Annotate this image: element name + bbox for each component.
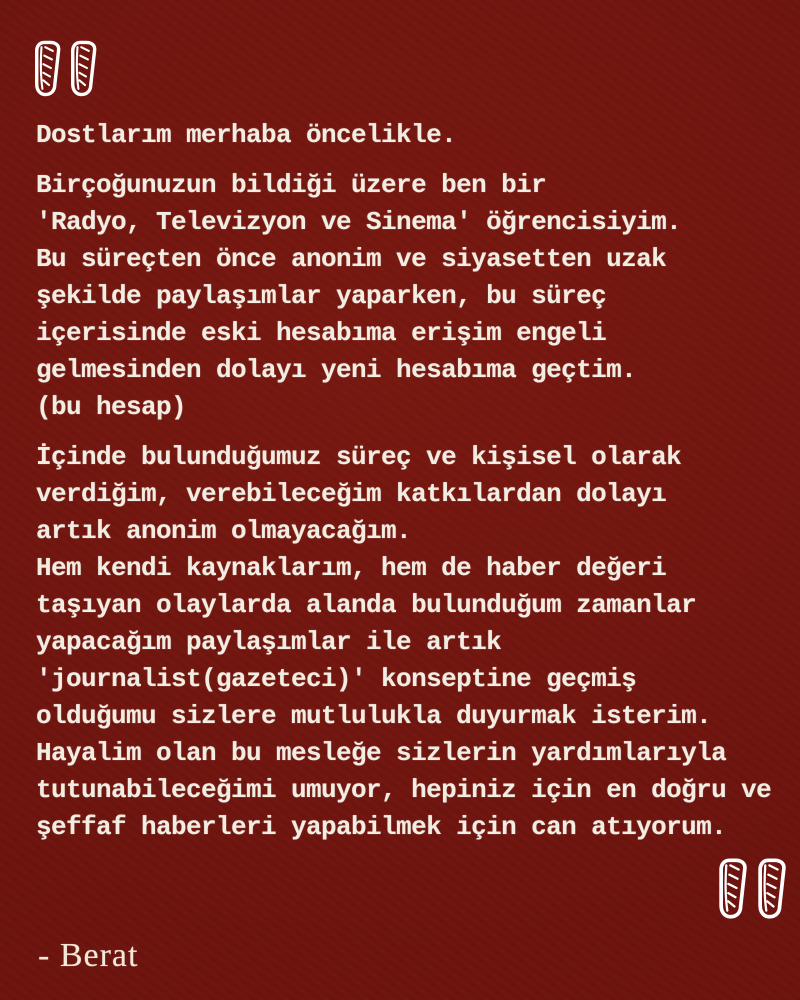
quote-line: (bu hesap) — [36, 392, 187, 422]
quote-line: Hayalim olan bu mesleğe sizlerin yardımlarıyla — [36, 738, 727, 768]
quote-line: 'Radyo, Televizyon ve Sinema' öğrencisiyim. — [36, 207, 682, 237]
quote-line: verdiğim, verebileceğim katkılardan dolayı — [36, 479, 667, 509]
quote-line: şekilde paylaşımlar yaparken, bu süreç — [36, 281, 607, 311]
quote-line: taşıyan olaylarda alanda bulunduğum zamanlar — [36, 590, 697, 620]
quote-line: gelmesinden dolayı yeni hesabıma geçtim. — [36, 355, 637, 385]
signature: - Berat — [38, 937, 139, 974]
quote-line: 'journalist(gazeteci)' konseptine geçmiş — [36, 664, 637, 694]
quote-line: İçinde bulunduğumuz süreç ve kişisel olarak — [36, 442, 682, 472]
quote-line: Dostlarım merhaba öncelikle. — [36, 120, 457, 150]
closing-double-quote-icon — [716, 855, 794, 921]
quote-line: Bu süreçten önce anonim ve siyasetten uzak — [36, 244, 667, 274]
quote-line: Birçoğunuzun bildiği üzere ben bir — [36, 170, 547, 200]
quote-text-block — [36, 117, 800, 846]
quote-line: artık anonim olmayacağım. — [36, 516, 412, 546]
quote-line: tutunabileceğimi umuyor, hepiniz için en doğru ve — [36, 775, 772, 805]
quote-line: Hem kendi kaynaklarım, hem de haber değeri — [36, 553, 667, 583]
quote-line: olduğumu sizlere mutlulukla duyurmak isterim. — [36, 701, 712, 731]
opening-double-quote-icon — [32, 36, 104, 100]
quote-line: yapacağım paylaşımlar ile artık — [36, 627, 502, 657]
quote-line: şeffaf haberleri yapabilmek için can atıyorum. — [36, 812, 727, 842]
quote-line: içerisinde eski hesabıma erişim engeli — [36, 318, 607, 348]
